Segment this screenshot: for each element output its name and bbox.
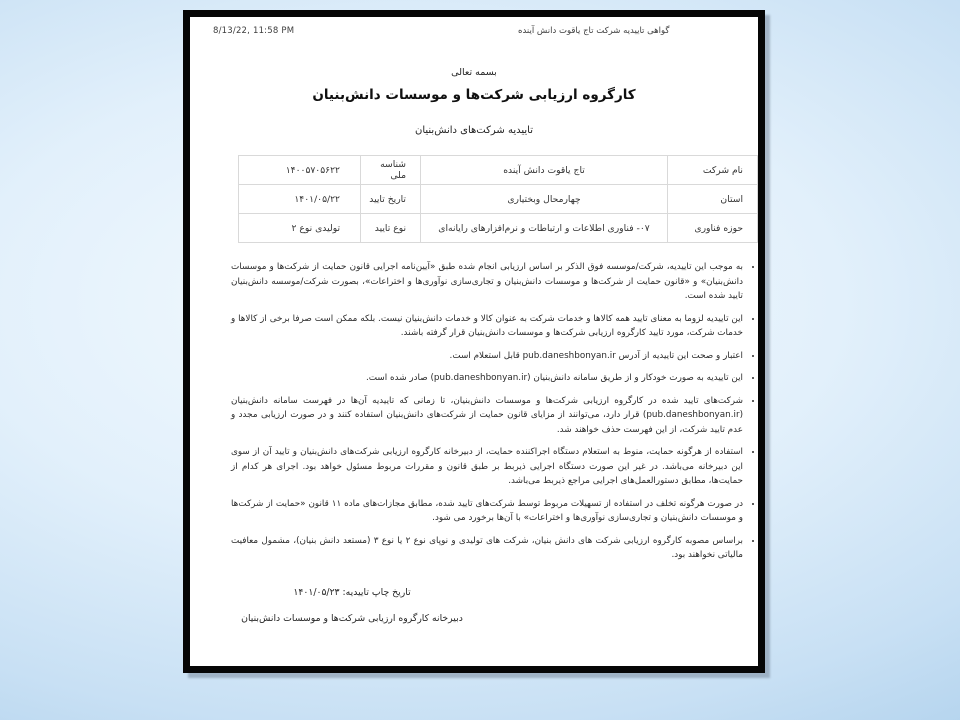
info-value-cell: ۱۴۰۰۵۷۰۵۶۲۲: [239, 156, 361, 185]
page-title: کارگروه ارزیابی شرکت‌ها و موسسات دانش‌بنیان: [312, 87, 636, 103]
certificate-note: • به موجب این تاییدیه، شرکت/موسسه فوق الذکر بر اساس ارزیابی انجام شده طبق «آیین‌نامه اجرایی قانون حمایت از شرکت‌ها و موسسات دانش‌بنیان» و «قانون حمایت از شرکت‌ها و موسسات دانش‌بنیان و تجاری‌سازی نوآوری‌ها و اختراعات»، بصورت شرکت/موسسه دانش‌بنیان تایید شده است.: [231, 260, 743, 304]
info-value-cell: تاج یاقوت دانش آینده: [421, 156, 668, 185]
info-label-cell: شناسه ملی: [361, 156, 421, 185]
certificate-note: • این تاییدیه به صورت خودکار و از طریق سامانه دانش‌بنیان (pub.daneshbonyan.ir) صادر شده است.: [231, 371, 743, 386]
info-label-cell: تاریخ تایید: [361, 185, 421, 214]
info-label-cell: استان: [668, 185, 758, 214]
info-table-row: [239, 156, 758, 185]
certificate-notes-list: [231, 260, 755, 571]
info-value-cell: تولیدی نوع ۲: [239, 214, 361, 243]
print-header: [190, 23, 758, 37]
info-label-cell: حوزه فناوری: [668, 214, 758, 243]
signature-block: [227, 587, 477, 624]
info-table-row: [239, 185, 758, 214]
certificate-note: • این تاییدیه لزوما به معنای تایید همه کالاها و خدمات شرکت به عنوان کالا و خدمات دانش‌بنیان نیست. بلکه ممکن است صرفا برخی از کالاها و خدمات شرکت، مورد تایید کارگروه ارزیابی شرکت‌ها و موسسات دانش‌بنیان قرار گرفته باشند.: [231, 312, 743, 341]
page-subtitle: تاییدیه شرکت‌های دانش‌بنیان: [415, 125, 533, 136]
bismillah-text: بسمه تعالی: [451, 67, 497, 78]
info-label-cell: نوع تایید: [361, 214, 421, 243]
info-value-cell: چهارمحال وبختیاری: [421, 185, 668, 214]
secretariat-signature: دبیرخانه کارگروه ارزیابی شرکت‌ها و موسسات دانش‌بنیان: [241, 613, 463, 624]
company-info-table-body: [239, 156, 758, 243]
certificate-note: • استفاده از هرگونه حمایت، منوط به استعلام دستگاه اجراکننده حمایت، از دبیرخانه کارگروه ارزیابی شرکت‌های دانش‌بنیان و تایید آن از سوی این دبیرخانه می‌باشد. در غیر این صورت دستگاه اجرایی ذیربط بر طبق قانون و مقررات مربوط مسئول خواهد بود. اجرای هر کدام از حمایت‌ها، مطابق دستورالعمل‌های اجرایی مراجع ذیربط می‌باشد.: [231, 445, 743, 489]
info-value-cell: ۰۷- فناوری اطلاعات و ارتباطات و نرم‌افزارهای رایانه‌ای: [421, 214, 668, 243]
certificate-note: • اعتبار و صحت این تاییدیه از آدرس pub.daneshbonyan.ir قابل استعلام است.: [231, 349, 743, 364]
info-table-row: [239, 214, 758, 243]
info-value-cell: ۱۴۰۱/۰۵/۲۲: [239, 185, 361, 214]
company-info-table: [238, 155, 758, 243]
certificate-note: • شرکت‌های تایید شده در کارگروه ارزیابی شرکت‌ها و موسسات دانش‌بنیان، تا زمانی که تاییدیه آن‌ها در فهرست سامانه دانش‌بنیان (pub.daneshbonyan.ir) قرار دارد، می‌توانند از مزایای قانون حمایت از شرکت‌های دانش‌بنیان استفاده کنند و در صورت ارزیابی مجدد و عدم تایید شرکت، از این فهرست حذف خواهند شد.: [231, 394, 743, 438]
info-label-cell: نام شرکت: [668, 156, 758, 185]
certificate-note: • در صورت هرگونه تخلف در استفاده از تسهیلات مربوط توسط شرکت‌های تایید شده، مطابق مجازات‌های ماده ۱۱ قانون «حمایت از شرکت‌ها و موسسات دانش‌بنیان و تجاری‌سازی نوآوری‌ها و اختراعات» با آن‌ها برخورد می شود.: [231, 497, 743, 526]
print-doc-title: گواهی تاییدیه شرکت تاج یاقوت دانش آینده: [518, 26, 670, 36]
certificate-note: • براساس مصوبه کارگروه ارزیابی شرکت های دانش بنیان، شرکت های تولیدی و نوپای نوع ۲ یا نوع ۳ (مستعد دانش بنیان)، مشمول معافیت مالیاتی نخواهند بود.: [231, 534, 743, 563]
print-datetime: 8/13/22, 11:58 PM: [213, 26, 295, 36]
print-date-line: تاریخ چاپ تاییدیه: ۱۴۰۱/۰۵/۲۳: [293, 587, 411, 598]
certificate-page: [183, 10, 765, 673]
